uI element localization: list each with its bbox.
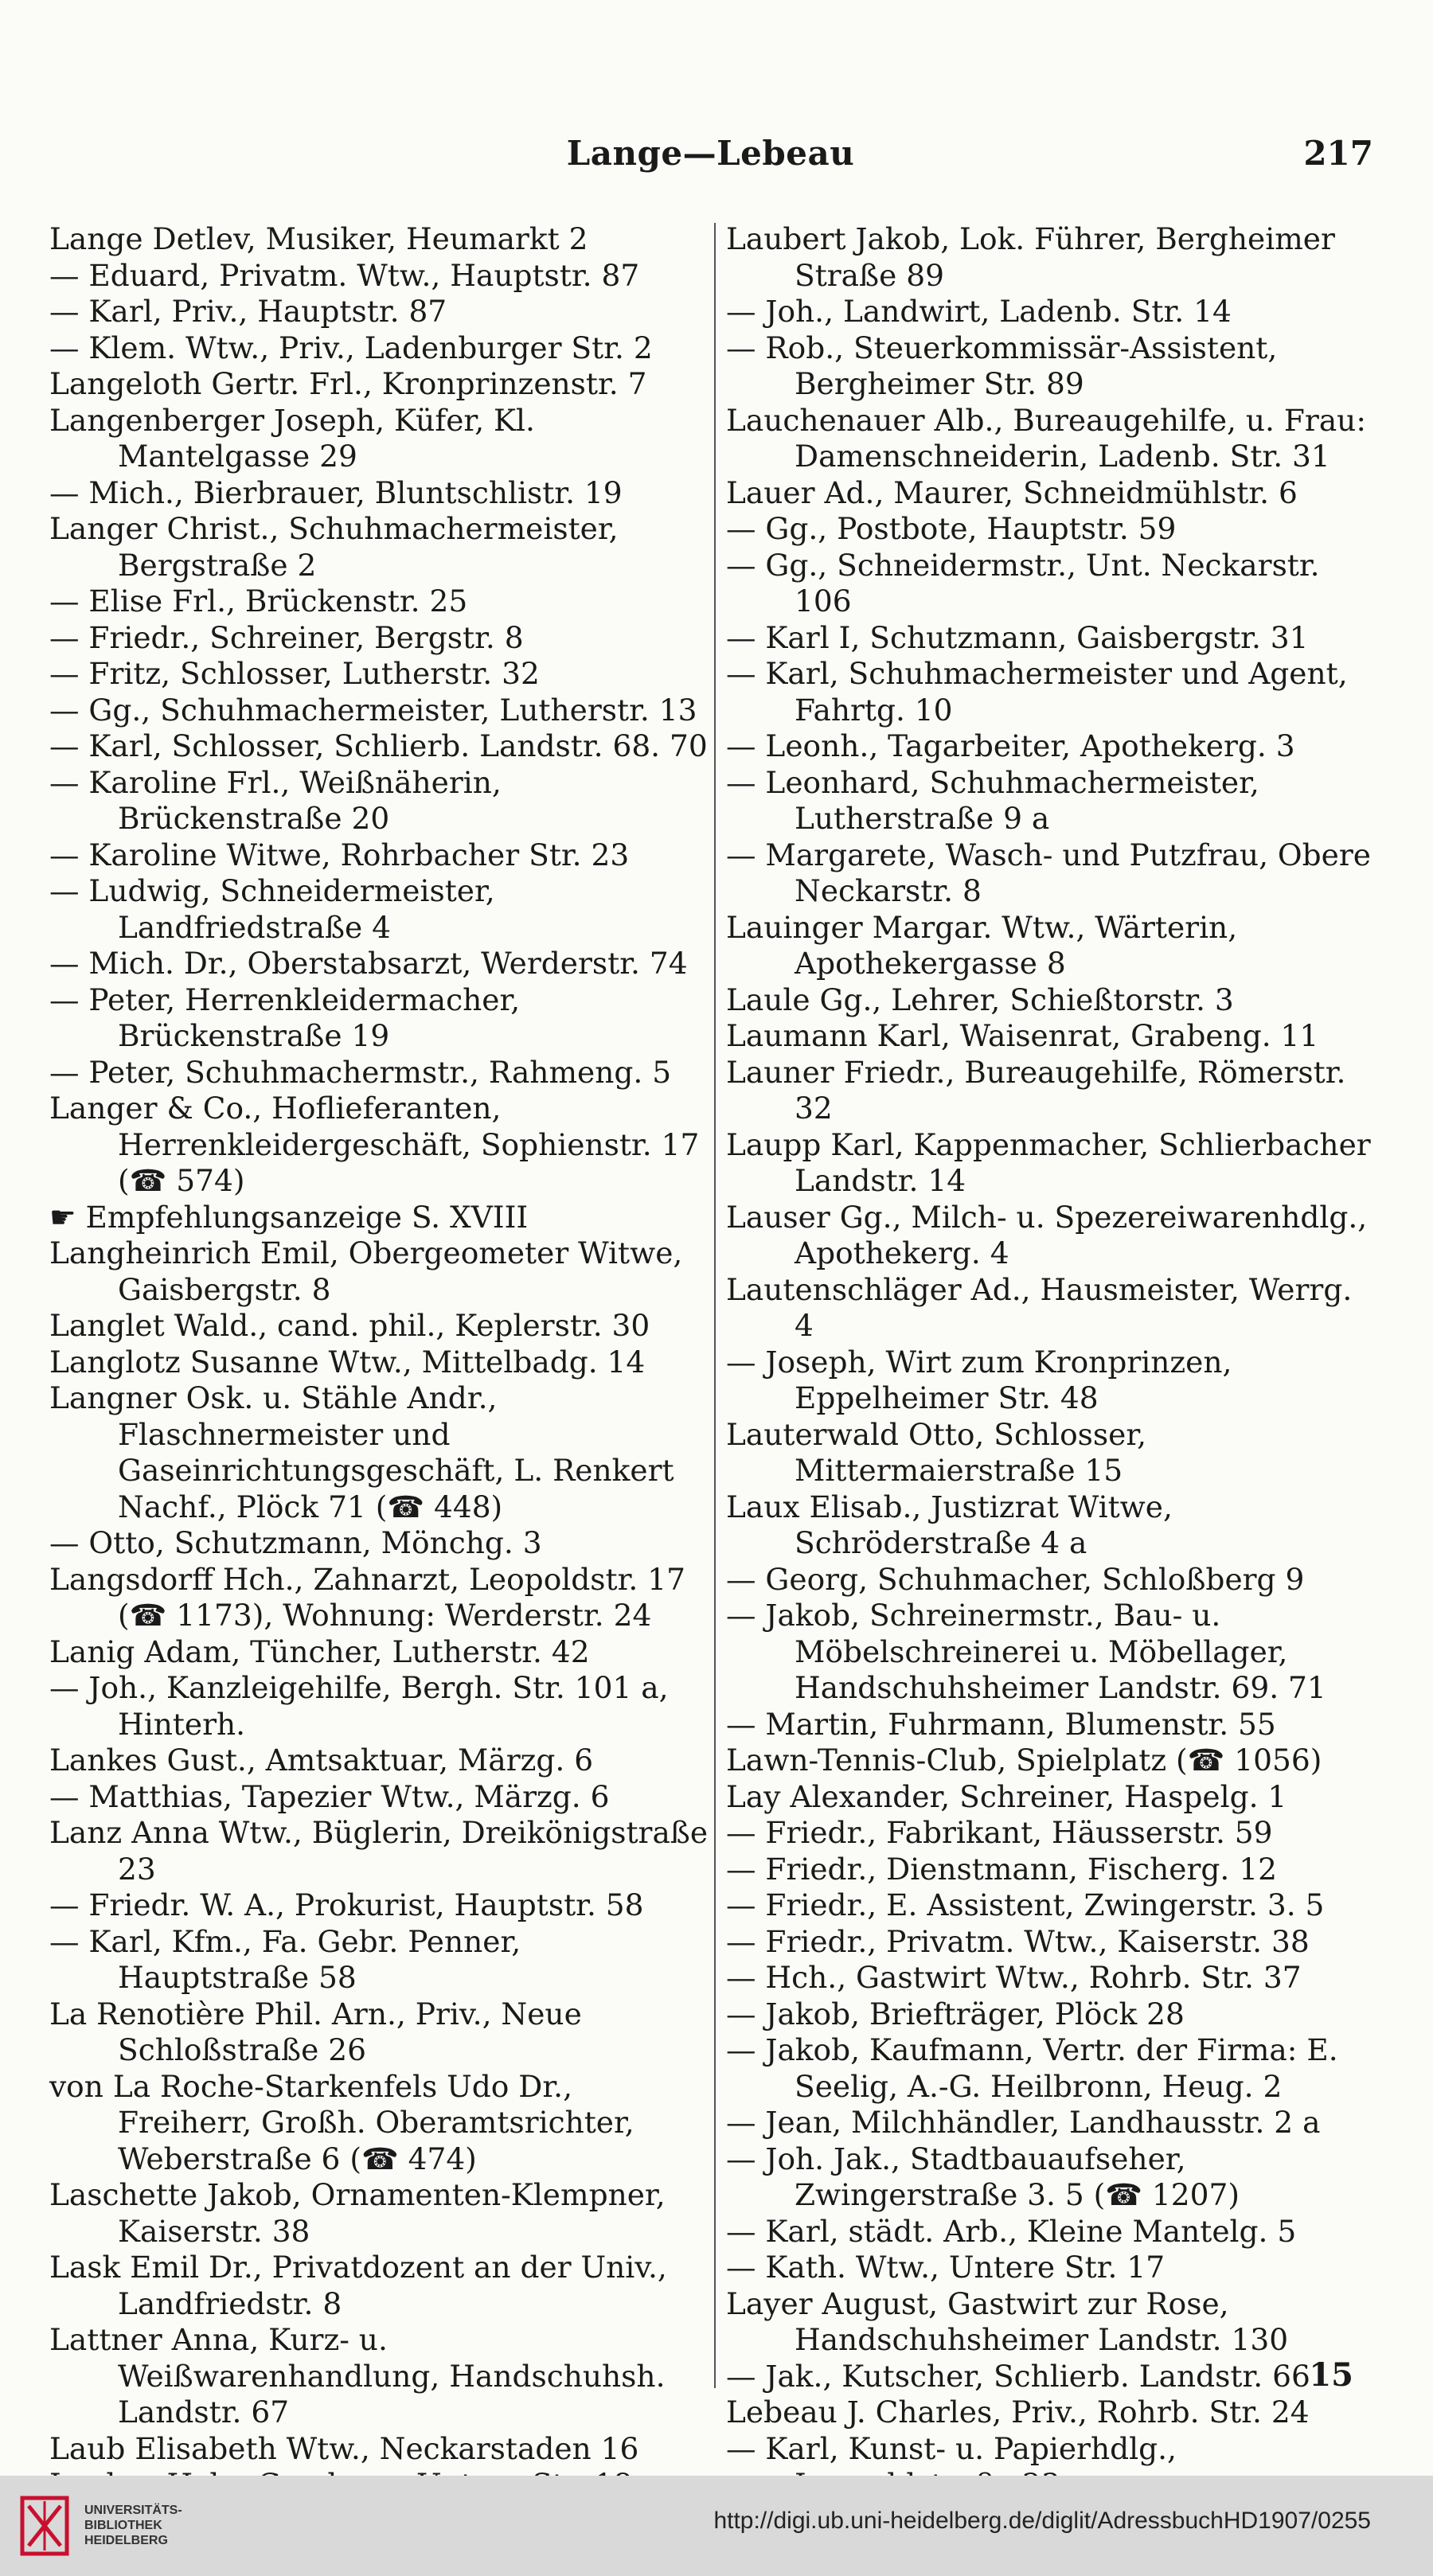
directory-entry: — Joseph, Wirt zum Kronprinzen, Eppelheimer Str. 48: [726, 1344, 1232, 1415]
directory-entry: Lawn-Tennis-Club, Spielplatz (☎ 1056): [726, 1743, 1322, 1778]
right-column: [726, 221, 1379, 2504]
running-title: Lange—Lebeau: [566, 134, 855, 173]
directory-entry: Lauser Gg., Milch- u. Spezereiwarenhdlg., Apothekerg. 4: [726, 1199, 1368, 1270]
directory-entry: — Leonh., Tagarbeiter, Apothekerg. 3: [726, 728, 1295, 763]
directory-entry: — Karl, Schuhmachermeister und Agent, Fahrtg. 10: [726, 656, 1348, 728]
directory-entry: — Mich., Bierbrauer, Bluntschlistr. 19: [49, 474, 623, 510]
directory-entry: — Ludwig, Schneidermeister, Landfriedstraße 4: [49, 873, 495, 945]
directory-entry: — Friedr., Schreiner, Bergstr. 8: [49, 619, 524, 655]
column-divider: [714, 223, 716, 2388]
directory-entry: Layer August, Gastwirt zur Rose, Handschuhsheimer Landstr. 130: [726, 2285, 1289, 2357]
directory-entry: — Karl, Kfm., Fa. Gebr. Penner, Hauptstraße 58: [49, 1923, 521, 1995]
directory-entry: — Peter, Schuhmachermstr., Rahmeng. 5: [49, 1054, 672, 1090]
ub-heidelberg-logo-icon[interactable]: [14, 2490, 83, 2562]
directory-entry: — Karl I, Schutzmann, Gaisbergstr. 31: [726, 619, 1309, 655]
left-column: [49, 221, 710, 2504]
directory-entry: Langsdorff Hch., Zahnarzt, Leopoldstr. 17 (☎ 1173), Wohnung: Werderstr. 24: [49, 1561, 685, 1633]
directory-entry: Laux Elisab., Justizrat Witwe, Schröderstraße 4 a: [726, 1489, 1173, 1560]
directory-entry: La Renotière Phil. Arn., Priv., Neue Schloßstraße 26: [49, 1996, 582, 2067]
directory-entry: — Kath. Wtw., Untere Str. 17: [726, 2250, 1166, 2285]
directory-entry: — Karl, Kunst- u. Papierhdlg.,: [726, 2430, 1177, 2466]
directory-entry: Lankes Gust., Amtsaktuar, Märzg. 6: [49, 1743, 594, 1778]
directory-entry: — Gg., Postbote, Hauptstr. 59: [726, 511, 1177, 546]
running-head: [48, 134, 1373, 181]
directory-entry: Langenberger Joseph, Küfer, Kl. Mantelgasse 29: [49, 402, 535, 474]
directory-entry: — Friedr., Privatm. Wtw., Kaiserstr. 38: [726, 1923, 1310, 1959]
directory-entry: Langheinrich Emil, Obergeometer Witwe, Gaisbergstr. 8: [49, 1235, 683, 1307]
directory-entry: Laule Gg., Lehrer, Schießtorstr. 3: [726, 982, 1234, 1017]
page-number: 217: [1303, 134, 1373, 173]
directory-entry: Lask Emil Dr., Privatdozent an der Univ., Landfriedstr. 8: [49, 2250, 667, 2321]
directory-entry: — Georg, Schuhmacher, Schloßberg 9: [726, 1561, 1305, 1597]
directory-entry: Launer Friedr., Bureaugehilfe, Römerstr. 32: [726, 1054, 1346, 1126]
directory-entry: — Martin, Fuhrmann, Blumenstr. 55: [726, 1706, 1276, 1742]
directory-entry: — Otto, Schutzmann, Mönchg. 3: [49, 1525, 542, 1560]
institution-line-3: HEIDELBERG: [84, 2534, 168, 2547]
directory-entry: Lay Alexander, Schreiner, Haspelg. 1: [726, 1778, 1287, 1814]
directory-entry: — Jean, Milchhändler, Landhausstr. 2 a: [726, 2105, 1321, 2140]
directory-entry: — Friedr., E. Assistent, Zwingerstr. 3. 5: [726, 1887, 1325, 1922]
directory-entry: — Klem. Wtw., Priv., Ladenburger Str. 2: [49, 330, 653, 365]
directory-entry: — Hch., Gastwirt Wtw., Rohrb. Str. 37: [726, 1960, 1302, 1995]
directory-entry: — Friedr., Fabrikant, Häusserstr. 59: [726, 1815, 1273, 1850]
directory-entry: Lanz Anna Wtw., Büglerin, Dreikönigstraße 23: [49, 1815, 709, 1887]
institution-name: [84, 2503, 182, 2548]
directory-entry: Lange Detlev, Musiker, Heumarkt 2: [49, 221, 588, 256]
directory-entry: — Rob., Steuerkommissär-Assistent, Bergheimer Str. 89: [726, 330, 1278, 401]
directory-entry: Laschette Jakob, Ornamenten-Klempner, Kaiserstr. 38: [49, 2177, 666, 2249]
directory-entry: Laub Elisabeth Wtw., Neckarstaden 16: [49, 2430, 639, 2466]
directory-entry: Lautenschläger Ad., Hausmeister, Werrg. 4: [726, 1271, 1353, 1343]
directory-entry: — Eduard, Privatm. Wtw., Hauptstr. 87: [49, 257, 640, 293]
institution-line-2: BIBLIOTHEK: [84, 2519, 162, 2532]
directory-entry: — Joh. Jak., Stadtbauaufseher, Zwingerstraße 3. 5 (☎ 1207): [726, 2141, 1240, 2212]
directory-entry: Langner Osk. u. Stähle Andr., Flaschnermeister und Gaseinrichtungsgeschäft, L. Renkert Nachf., Plöck 71 (☎ 448): [49, 1380, 674, 1524]
sheet-number: 15: [1309, 2356, 1353, 2394]
directory-entry: — Gg., Schuhmachermeister, Lutherstr. 13: [49, 692, 697, 728]
institution-line-1: UNIVERSITÄTS-: [84, 2504, 182, 2517]
directory-entry: — Jak., Kutscher, Schlierb. Landstr. 66: [726, 2358, 1310, 2394]
directory-entry: ☛ Empfehlungsanzeige S. XVIII: [49, 1199, 529, 1235]
directory-entry: Lauer Ad., Maurer, Schneidmühlstr. 6: [726, 474, 1298, 510]
directory-entry: Lauinger Margar. Wtw., Wärterin, Apothekergasse 8: [726, 909, 1238, 981]
directory-entry: — Joh., Landwirt, Ladenb. Str. 14: [726, 294, 1232, 329]
directory-entry: — Peter, Herrenkleidermacher, Brückenstraße 19: [49, 982, 521, 1053]
directory-entry: — Jakob, Schreinermstr., Bau- u. Möbelschreinerei u. Möbellager, Handschuhsheimer Landstr. 69. 71: [726, 1598, 1326, 1705]
directory-entry: — Friedr. W. A., Prokurist, Hauptstr. 58: [49, 1887, 644, 1922]
viewer-footer: [0, 2476, 1433, 2576]
directory-entry: Laubert Jakob, Lok. Führer, Bergheimer Straße 89: [726, 221, 1335, 293]
directory-entry: Langer & Co., Hoflieferanten, Herrenkleidergeschäft, Sophienstr. 17 (☎ 574): [49, 1091, 700, 1198]
directory-entry: — Friedr., Dienstmann, Fischerg. 12: [726, 1851, 1277, 1887]
directory-entry: Lanig Adam, Tüncher, Lutherstr. 42: [49, 1633, 590, 1669]
directory-entry: — Matthias, Tapezier Wtw., Märzg. 6: [49, 1778, 610, 1814]
directory-entry: Lauterwald Otto, Schlosser, Mittermaierstraße 15: [726, 1416, 1147, 1488]
directory-entry: — Jakob, Briefträger, Plöck 28: [726, 1996, 1185, 2032]
directory-entry: — Karl, städt. Arb., Kleine Mantelg. 5: [726, 2213, 1297, 2249]
directory-entry: Langeloth Gertr. Frl., Kronprinzenstr. 7: [49, 366, 647, 401]
directory-entry: Lebeau J. Charles, Priv., Rohrb. Str. 24: [726, 2395, 1310, 2430]
directory-entry: — Mich. Dr., Oberstabsarzt, Werderstr. 74: [49, 946, 688, 981]
directory-entry: Langlotz Susanne Wtw., Mittelbadg. 14: [49, 1344, 646, 1380]
directory-entry: Lauchenauer Alb., Bureaugehilfe, u. Frau: Damenschneiderin, Ladenb. Str. 31: [726, 402, 1366, 474]
directory-entry: — Fritz, Schlosser, Lutherstr. 32: [49, 656, 540, 691]
directory-entry: — Elise Frl., Brückenstr. 25: [49, 584, 468, 619]
directory-entry: — Karl, Schlosser, Schlierb. Landstr. 68. 70: [49, 728, 708, 763]
directory-entry: — Karoline Witwe, Rohrbacher Str. 23: [49, 837, 630, 872]
directory-entry: von La Roche-Starkenfels Udo Dr., Freiherr, Großh. Oberamtsrichter, Weberstraße 6 (☎ 474): [49, 2068, 635, 2176]
directory-entry: Langer Christ., Schuhmachermeister, Bergstraße 2: [49, 511, 619, 583]
directory-entry: — Margarete, Wasch- und Putzfrau, Obere Neckarstr. 8: [726, 837, 1371, 908]
directory-entry: — Gg., Schneidermstr., Unt. Neckarstr. 106: [726, 547, 1320, 619]
directory-entry: — Joh., Kanzleigehilfe, Bergh. Str. 101 a, Hinterh.: [49, 1670, 669, 1742]
directory-entry: — Karl, Priv., Hauptstr. 87: [49, 294, 447, 329]
directory-entry: Laumann Karl, Waisenrat, Grabeng. 11: [726, 1018, 1319, 1053]
directory-entry: Lattner Anna, Kurz- u. Weißwarenhandlung, Handschuhsh. Landstr. 67: [49, 2322, 666, 2430]
directory-entry: — Karoline Frl., Weißnäherin, Brückenstraße 20: [49, 764, 502, 836]
permalink-url[interactable]: http://digi.ub.uni-heidelberg.de/diglit/AdressbuchHD1907/0255: [713, 2508, 1371, 2534]
directory-entry: — Jakob, Kaufmann, Vertr. der Firma: E. Seelig, A.-G. Heilbronn, Heug. 2: [726, 2032, 1338, 2104]
directory-entry: Laupp Karl, Kappenmacher, Schlierbacher Landstr. 14: [726, 1126, 1371, 1198]
directory-entry: — Leonhard, Schuhmachermeister, Lutherstraße 9 a: [726, 764, 1259, 836]
directory-entry: Langlet Wald., cand. phil., Keplerstr. 30: [49, 1308, 650, 1343]
